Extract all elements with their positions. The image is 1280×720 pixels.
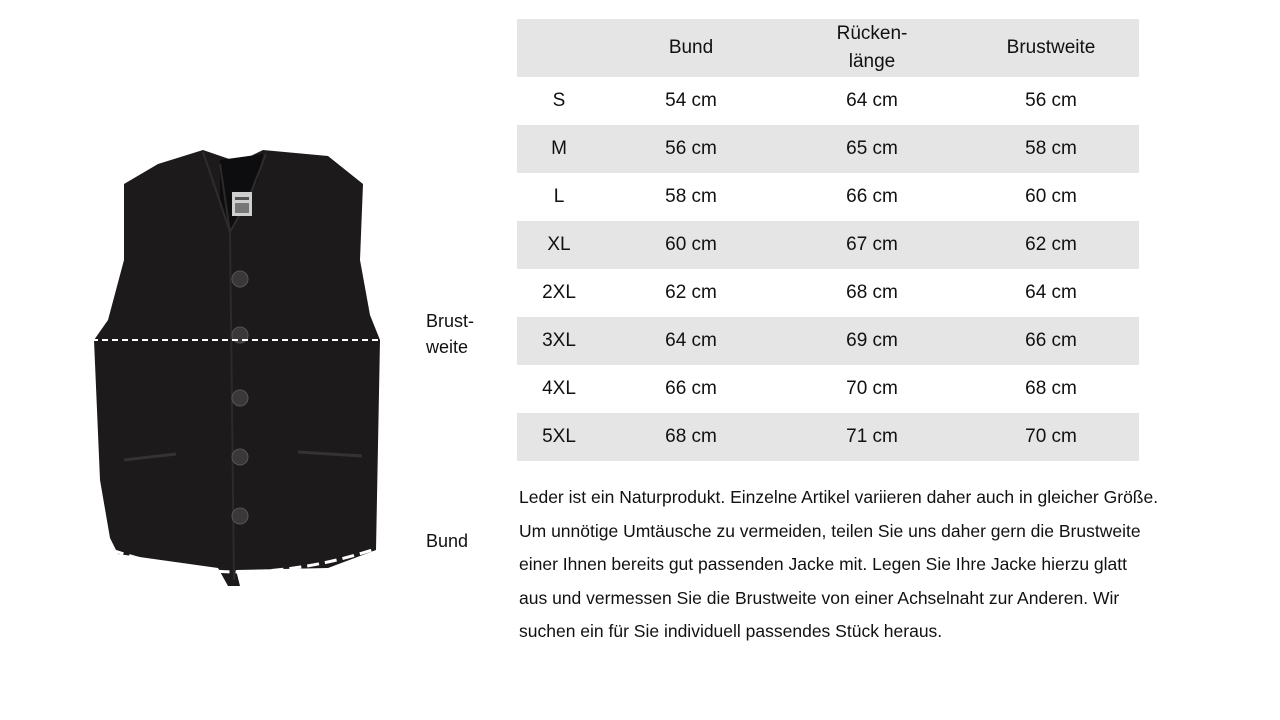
- vest-button: [232, 449, 248, 465]
- size-cell: M: [551, 138, 567, 159]
- table-row: [517, 317, 1139, 365]
- leather-care-note: Leder ist ein Naturprodukt. Einzelne Artikel variieren daher auch in gleicher Größe. Um unnötige Umtäusche zu vermeiden, teilen Sie uns daher gern die Brustweite einer Ihnen bereits gut passenden Jacke mit. Legen Sie Ihre Jacke hierzu glatt aus und vermessen Sie die Brustweite von einer Achselnaht zur Anderen. Wir suchen ein für Sie individuell passendes Stück heraus.: [519, 487, 1159, 641]
- column-header: Rücken- länge: [836, 23, 908, 72]
- table-cell: 56 cm: [1025, 90, 1077, 111]
- table-cell: 65 cm: [846, 138, 898, 159]
- size-cell: 3XL: [542, 330, 576, 351]
- table-cell: 66 cm: [1025, 330, 1077, 351]
- size-chart-table: [517, 19, 1139, 461]
- table-cell: 66 cm: [665, 378, 717, 399]
- vest-product-image: [88, 140, 398, 600]
- table-cell: 56 cm: [665, 138, 717, 159]
- size-cell: 5XL: [542, 426, 576, 447]
- size-cell: S: [552, 90, 566, 111]
- size-cell: L: [553, 186, 565, 207]
- waist-label: Bund: [426, 531, 469, 551]
- table-cell: 62 cm: [665, 282, 717, 303]
- table-cell: 66 cm: [846, 186, 898, 207]
- vest-button: [232, 508, 248, 524]
- table-row: [517, 413, 1139, 461]
- table-cell: 62 cm: [1025, 234, 1077, 255]
- column-header: Bund: [668, 37, 714, 58]
- vest-button: [232, 271, 248, 287]
- column-header: Brustweite: [1006, 37, 1096, 58]
- table-row: [517, 125, 1139, 173]
- table-cell: 60 cm: [665, 234, 717, 255]
- chest-width-label: Brust- weite: [426, 311, 475, 357]
- table-cell: 71 cm: [846, 426, 898, 447]
- table-cell: 64 cm: [1025, 282, 1077, 303]
- table-cell: 58 cm: [1025, 138, 1077, 159]
- table-header-row: [517, 19, 1139, 77]
- table-cell: 58 cm: [665, 186, 717, 207]
- table-cell: 70 cm: [1025, 426, 1077, 447]
- table-cell: 54 cm: [665, 90, 717, 111]
- column-header: [517, 19, 601, 77]
- table-cell: 64 cm: [846, 90, 898, 111]
- table-cell: 60 cm: [1025, 186, 1077, 207]
- table-cell: 68 cm: [1025, 378, 1077, 399]
- table-cell: 64 cm: [665, 330, 717, 351]
- table-cell: 67 cm: [846, 234, 898, 255]
- vest-button: [232, 390, 248, 406]
- table-cell: 69 cm: [846, 330, 898, 351]
- table-row: [517, 365, 1139, 413]
- size-cell: 4XL: [542, 378, 576, 399]
- table-cell: 68 cm: [665, 426, 717, 447]
- table-cell: 70 cm: [846, 378, 898, 399]
- table-row: [517, 221, 1139, 269]
- table-cell: 68 cm: [846, 282, 898, 303]
- table-row: [517, 77, 1139, 125]
- size-cell: XL: [547, 234, 571, 255]
- table-row: [517, 269, 1139, 317]
- size-cell: 2XL: [542, 282, 576, 303]
- table-row: [517, 173, 1139, 221]
